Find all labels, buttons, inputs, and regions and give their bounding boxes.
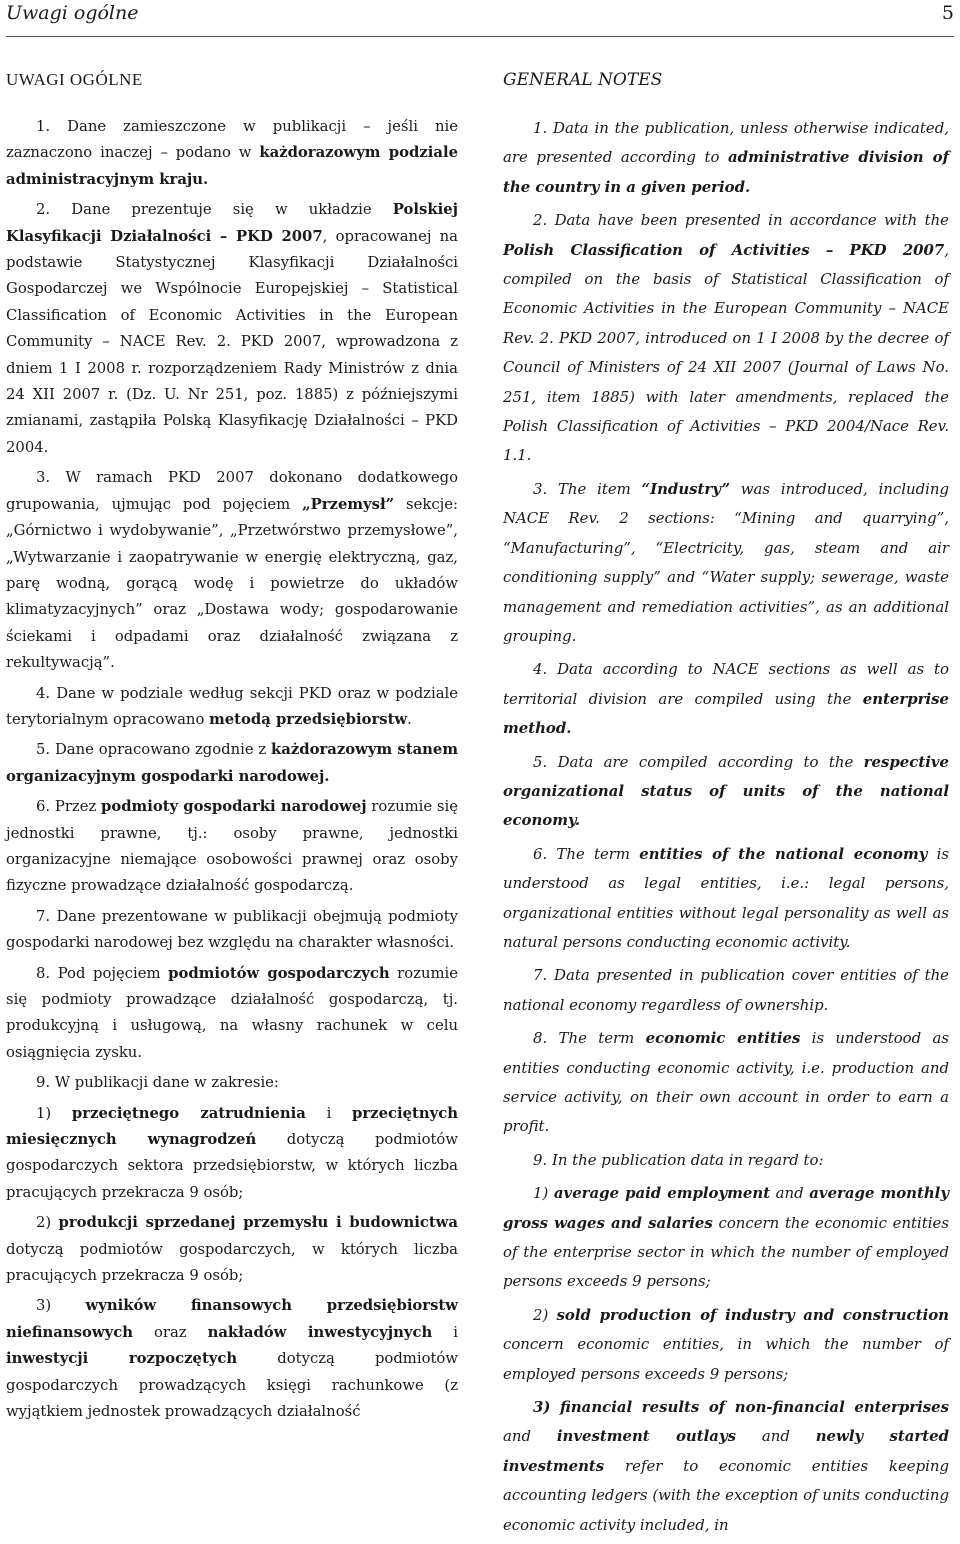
section-heading-en: GENERAL NOTES xyxy=(503,70,663,90)
note-8-pl: 8. Pod pojęciem podmiotów gospodarczych rozumie się podmioty prowadzące działalność gospodarczą, tj. produkcyjną i usługową, na własny rachunek w celu osiągnięcia zysku. xyxy=(6,964,458,1061)
note-2-en: 2. Data have been presented in accordance with the Polish Classification of Activities – PKD 2007, compiled on the basis of Statistical Classification of Economic Activities in the European Community – NACE Rev. 2. PKD 2007, introduced on 1 I 2008 by the decree of Council of Ministers of 24 XII 2007 (Journal of Laws No. 251, item 1885) with later amendments, replaced the Polish Classification of Activities – PKD 2004/Nace Rev. 1.1. xyxy=(503,211,949,465)
note-9-en: 9. In the publication data in regard to: xyxy=(533,1150,824,1169)
note-6-en: 6. The term entities of the national economy is understood as legal entities, i.e.: legal persons, organizational entities without legal personality as well as natural persons conducting economic activity. xyxy=(503,844,949,951)
note-3-en: 3. The item “Industry” was introduced, including NACE Rev. 2 sections: “Mining and quarrying”, “Manufacturing”, “Electricity, gas, steam and air conditioning supply” and “Water supply; sewerage, waste management and remediation activities”, as an additional grouping. xyxy=(503,479,950,645)
note-5-pl: 5. Dane opracowano zgodnie z każdorazowym stanem organizacyjnym gospodarki narodowej. xyxy=(6,741,458,785)
section-heading-pl: UWAGI OGÓLNE xyxy=(6,70,143,89)
english-column xyxy=(503,70,949,1544)
header-rule xyxy=(6,36,954,37)
note-9-2-pl: 2) produkcji sprzedanej przemysłu i budownictwa dotyczą podmiotów gospodarczych, w których liczba pracujących przekracza 9 osób; xyxy=(6,1214,458,1285)
note-9-3-en: 3) financial results of non-financial enterprises and investment outlays and newly started investments refer to economic entities keeping accounting ledgers (with the exception of units conducting economic activity included, in xyxy=(503,1398,950,1534)
running-title: Uwagi ogólne xyxy=(6,2,139,24)
note-1-pl: 1. Dane zamieszczone w publikacji – jeśli nie zaznaczono inaczej – podano w każdorazowym podziale administracyjnym kraju. xyxy=(6,118,458,188)
note-9-3-pl: 3) wyników finansowych przedsiębiorstw niefinansowych oraz nakładów inwestycyjnych i inwestycji rozpoczętych dotyczą podmiotów gospodarczych prowadzących księgi rachunkowe (z wyjątkiem jednostek prowadzących działalność xyxy=(6,1297,459,1421)
note-4-pl: 4. Dane w podziale według sekcji PKD oraz w podziale terytorialnym opracowano metodą przedsiębiorstw. xyxy=(6,684,458,728)
page-header xyxy=(6,0,954,30)
note-9-pl: 9. W publikacji dane w zakresie: xyxy=(36,1074,279,1092)
note-4-en: 4. Data according to NACE sections as well as to territorial division are compiled using the enterprise method. xyxy=(503,660,949,738)
note-2-pl: 2. Dane prezentuje się w układzie Polskiej Klasyfikacji Działalności – PKD 2007, opracowanej na podstawie Statystycznej Klasyfikacji Działalności Gospodarczej we Wspólnocie Europejskiej – Statistical Classification of Economic Activities in the European Community – NACE Rev. 2. PKD 2007, wprowadzona z dniem 1 I 2008 r. rozporządzeniem Rady Ministrów z dnia 24 XII 2007 r. (Dz. U. Nr 251, poz. 1885) z późniejszymi zmianami, zastąpiła Polską Klasyfikację Działalności – PKD 2004. xyxy=(6,201,458,456)
note-9-1-en: 1) average paid employment and average monthly gross wages and salaries concern the economic entities of the enterprise sector in which the number of employed persons exceeds 9 persons; xyxy=(503,1184,949,1291)
polish-column xyxy=(6,70,458,1430)
note-7-en: 7. Data presented in publication cover entities of the national economy regardless of ownership. xyxy=(503,966,949,1014)
note-7-pl: 7. Dane prezentowane w publikacji obejmują podmioty gospodarki narodowej bez względu na charakter własności. xyxy=(6,907,458,952)
note-5-en: 5. Data are compiled according to the respective organizational status of units of the national economy. xyxy=(503,752,949,830)
note-3-pl: 3. W ramach PKD 2007 dokonano dodatkowego grupowania, ujmując pod pojęciem „Przemysł” sekcje: „Górnictwo i wydobywanie”, „Przetwórstwo przemysłowe”, „Wytwarzanie i zaopatrywanie w energię elektryczną, gaz, parę wodną, gorącą wodę i powietrze do układów klimatyzacyjnych” oraz „Dostawa wody; gospodarowanie ściekami i odpadami oraz działalność związana z rekultywacją”. xyxy=(6,469,458,672)
note-6-pl: 6. Przez podmioty gospodarki narodowej rozumie się jednostki prawne, tj.: osoby prawne, jednostki organizacyjne niemające osobowości prawnej oraz osoby fizyczne prowadzące działalność gospodarczą. xyxy=(6,798,458,895)
note-8-en: 8. The term economic entities is understood as entities conducting economic activity, i.e. production and service activity, on their own account in order to earn a profit. xyxy=(503,1029,950,1136)
note-1-en: 1. Data in the publication, unless otherwise indicated, are presented according to administrative division of the country in a given period. xyxy=(503,119,949,196)
page-number: 5 xyxy=(941,2,954,24)
note-9-2-en: 2) sold production of industry and construction concern economic entities, in which the number of employed persons exceeds 9 persons; xyxy=(503,1305,949,1383)
note-9-1-pl: 1) przeciętnego zatrudnienia i przeciętnych miesięcznych wynagrodzeń dotyczą podmiotów gospodarczych sektora przedsiębiorstw, w których liczba pracujących przekracza 9 osób; xyxy=(6,1104,459,1201)
